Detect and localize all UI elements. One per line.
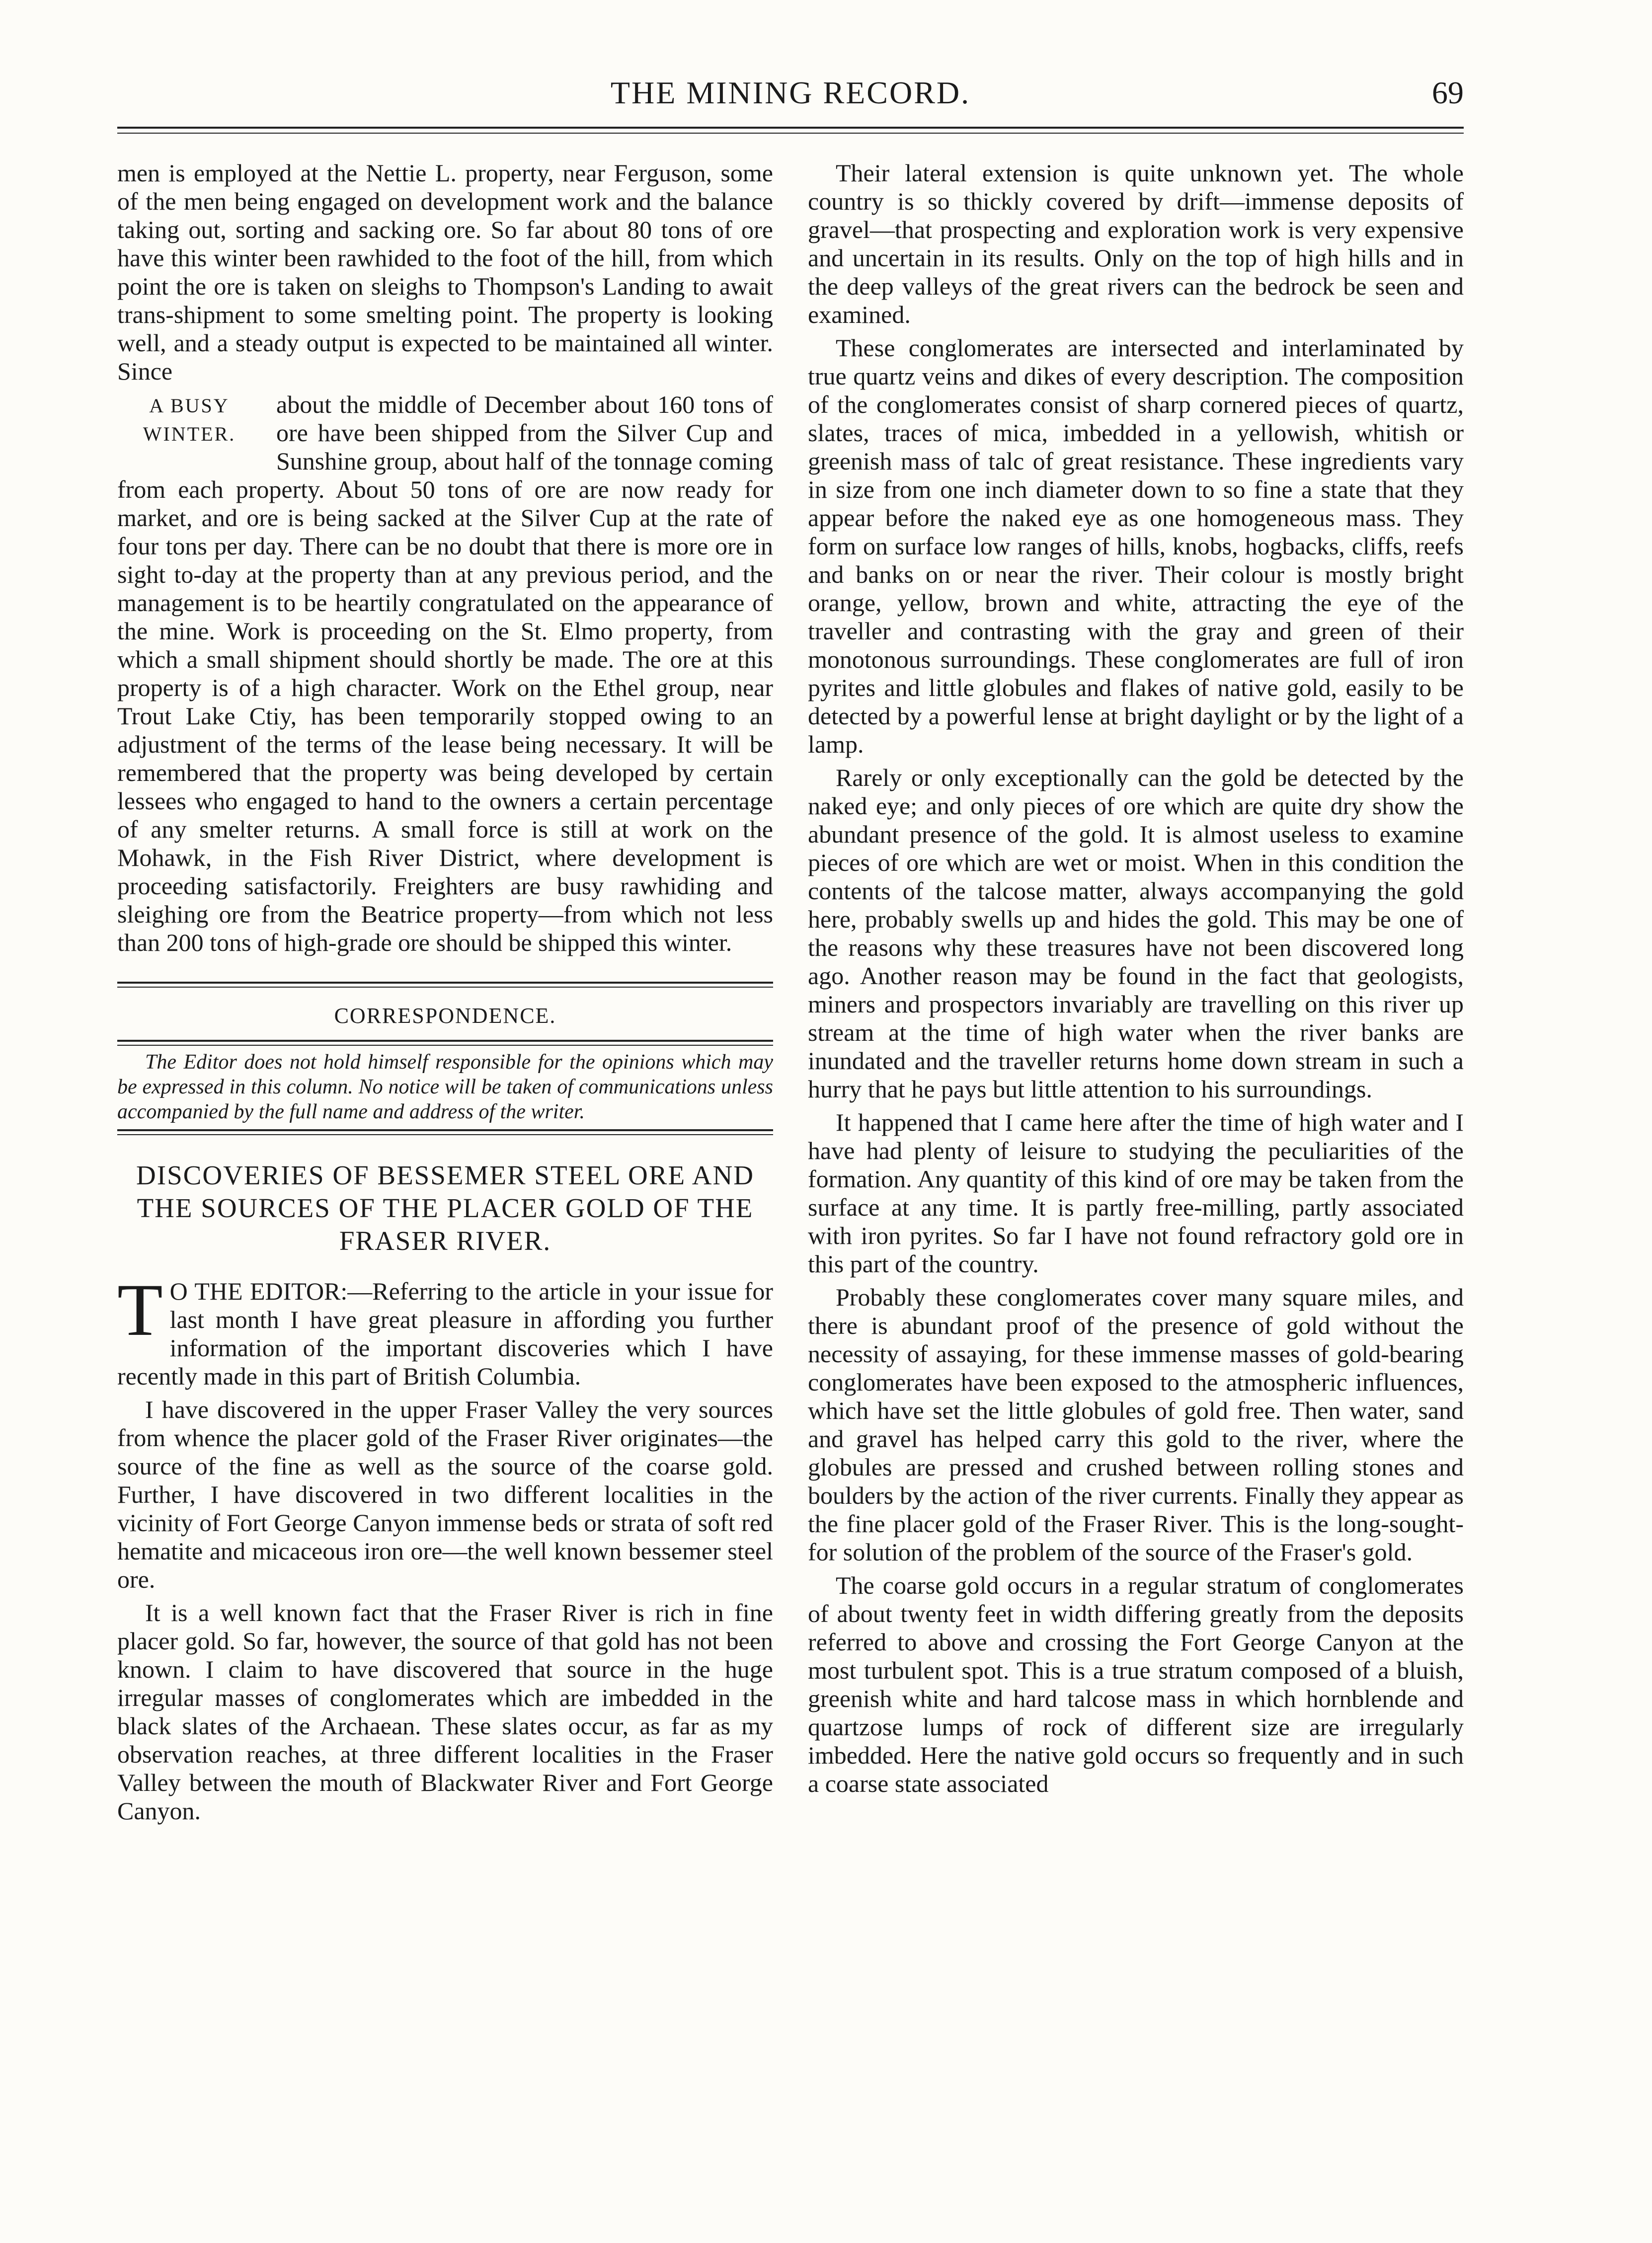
- page-header: [117, 70, 1464, 129]
- section-divider: [117, 1129, 773, 1139]
- editor-disclaimer: The Editor does not hold himself responsible for the opinions which may be expressed in this column. No notice will be taken of communications unless accompanied by the full name and address of the writer.: [117, 1051, 773, 1123]
- article-title: DISCOVERIES OF BESSEMER STEEL ORE AND THE SOURCES OF THE PLACER GOLD OF THE FRASER RIVER.: [136, 1160, 754, 1256]
- header-rule: [117, 127, 1464, 129]
- paragraph-rarely: Rarely or only exceptionally can the gold be detected by the naked eye; and only pieces of ore which are quite dry show the abundant presence of the gold. It is almost useless to examine pieces of ore which are wet or moist. When in this condition the contents of the talcose matter, always accompanying the gold here, probably swells up and hides the gold. This may be one of the reasons why these treasures have not been discovered long ago. Another reason may be found in the fact that geologists, miners and prospectors invariably are travelling on this river up stream at the time of high water when the river banks are inundated and the traveller returns home down stream in such a hurry that he pays but little attention to his surroundings.: [808, 764, 1464, 1103]
- sidenote-line: WINTER.: [143, 423, 236, 445]
- paragraph-it-happened: It happened that I came here after the time of high water and I have had plenty of leisure to studying the peculiarities of the formation. Any quantity of this kind of ore may be taken from the surface at any time. It is partly free-milling, partly associated with iron pyrites. So far I have not found refractory gold ore in this part of the country.: [808, 1108, 1464, 1278]
- busy-winter-block: [117, 390, 773, 962]
- paragraph-nettie-l: men is employed at the Nettie L. property, near Ferguson, some of the men being engaged on development work and the balance taking out, sorting and sacking ore. So far about 80 tons of ore have this winter been rawhided to the foot of the hill, from which point the ore is taken on sleighs to Thompson's Landing to await trans-shipment to some smelting point. The property is looking well, and a steady output is expected to be maintained all winter. Since: [117, 159, 773, 385]
- paragraph-to-the-editor: [117, 1269, 773, 1391]
- correspondence-heading: CORRESPONDENCE.: [334, 1004, 556, 1028]
- section-divider: [117, 982, 773, 992]
- drop-cap: T: [117, 1269, 163, 1351]
- paragraph-lateral-extension: Their lateral extension is quite unknown yet. The whole country is so thickly covered by drift—immense deposits of gravel—that prospecting and exploration work is very expensive and uncertain in its results. Only on the top of high hills and in the deep valleys of the great rivers can the bedrock be seen and examined.: [808, 159, 1464, 328]
- paragraph-probably: Probably these conglomerates cover many square miles, and there is abundant proof of the presence of gold without the necessity of assaying, for these immense masses of gold-bearing conglomerates have been exposed to the atmospheric influences, which have set the little globules of gold free. Then water, sand and gravel has helped carry this gold to the river, where the globules are pressed and crushed between rolling stones and boulders by the action of the river currents. Finally they appear as the fine placer gold of the Fraser River. This is the long-sought-for solution of the problem of the source of the Fraser's gold.: [808, 1283, 1464, 1566]
- paragraph-coarse-gold: The coarse gold occurs in a regular stratum of conglomerates of about twenty feet in width differing greatly from the deposits referred to above and crossing the Fort George Canyon at the most turbulent spot. This is a true stratum composed of a bluish, greenish white and hard talcose mass in which hornblende and quartzose lumps of rock of different size are irregularly imbedded. Here the native gold occurs so frequently and in such a coarse state associated: [808, 1571, 1464, 1797]
- paragraph-silver-cup: about the middle of December about 160 tons of ore have been shipped from the Silver Cup and Sunshine group, about half of the tonnage coming from each property. About 50 tons of ore are now ready for market, and ore is being sacked at the Silver Cup at the rate of four tons per day. There can be no doubt that there is more ore in sight to-day at the property than at any previous period, and the management is to be heartily congratulated on the appearance of the mine. Work is proceeding on the St. Elmo property, from which a small shipment should shortly be made. The ore at this property is of a high character. Work on the Ethel group, near Trout Lake Ctiy, has been temporarily stopped owing to an adjustment of the terms of the lease being necessary. It will be remembered that the property was being developed by certain lessees who engaged to hand to the owners a certain percentage of any smelter returns. A small force is still at work on the Mohawk, in the Fish River District, where development is proceeding satisfactorily. Freighters are busy rawhiding and sleighing ore from the Beatrice property—from which not less than 200 tons of high-grade ore should be shipped this winter.: [117, 390, 773, 956]
- page-number: 69: [1432, 75, 1464, 110]
- running-title: THE MINING RECORD.: [610, 75, 971, 110]
- margin-sidenote: [117, 391, 261, 448]
- paragraph-discovery: I have discovered in the upper Fraser Valley the very sources from whence the placer gold of the Fraser River originates—the source of the fine as well as the source of the coarse gold. Further, I have discovered in two different localities in the vicinity of Fort George Canyon immense beds or strata of soft red hematite and micaceous iron ore—the well known bessemer steel ore.: [117, 1395, 773, 1593]
- left-column: [117, 159, 773, 1830]
- section-divider: [117, 1040, 773, 1050]
- paragraph-text: O THE EDITOR:—Referring to the article in your issue for last month I have great pleasure in affording you further information of the important discoveries which I have recently made in this part of British Columbia.: [117, 1277, 773, 1390]
- sidenote-line: A BUSY: [149, 394, 230, 417]
- paragraph-conglomerates: These conglomerates are intersected and interlaminated by true quartz veins and dikes of every description. The composition of the conglomerates consist of sharp cornered pieces of quartz, slates, traces of mica, imbedded in a yellowish, whitish or greenish mass of talc of great resistance. These ingredients vary in size from one inch diameter down to so fine a state that they appear before the naked eye as one homogeneous mass. They form on surface low ranges of hills, knobs, hogbacks, cliffs, reefs and banks on or near the river. Their colour is mostly bright orange, yellow, brown and white, attracting the eye of the traveller and contrasting with the gray and green of their monotonous surroundings. These conglomerates are full of iron pyrites and little globules and flakes of native gold, easily to be detected by a powerful lense at bright daylight or by the light of a lamp.: [808, 334, 1464, 758]
- right-column: [808, 159, 1464, 1803]
- paragraph-fraser-river: It is a well known fact that the Fraser River is rich in fine placer gold. So far, however, the source of that gold has not been known. I claim to have discovered that source in the huge irregular masses of conglomerates which are imbedded in the black slates of the Archaean. These slates occur, as far as my observation reaches, at three different localities in the Fraser Valley between the mouth of Blackwater River and Fort George Canyon.: [117, 1599, 773, 1825]
